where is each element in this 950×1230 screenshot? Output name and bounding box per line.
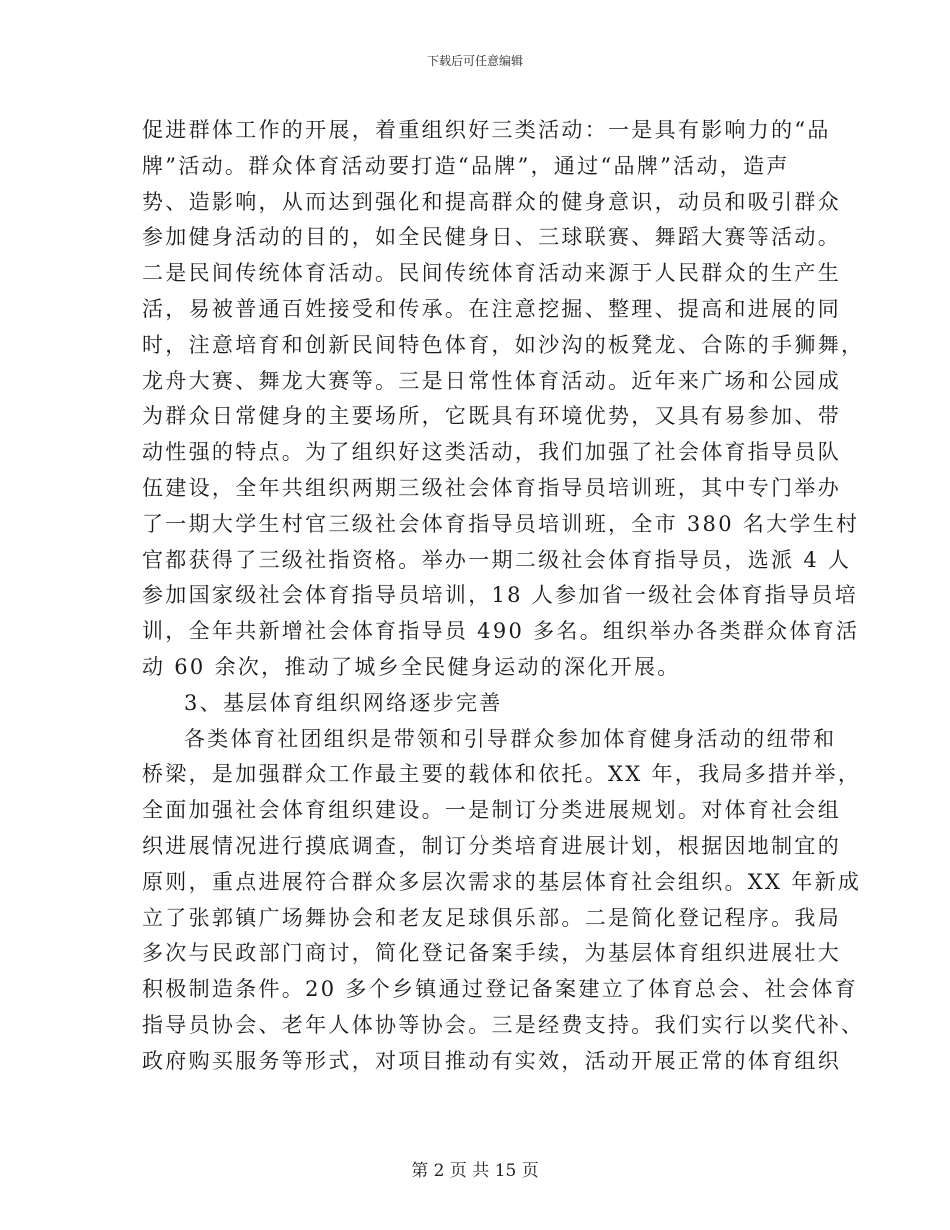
text-line: 积极制造条件。20 多个乡镇通过登记备案建立了体育总会、社会体育 [142,977,858,1002]
text-line: 多次与民政部门商讨，简化登记备案手续，为基层体育组织进展壮大 [142,941,841,966]
text-line: 官都获得了三级社指资格。举办一期二级社会体育指导员，选派 4 人 [142,547,852,572]
text-line: 动 60 余次，推动了城乡全民健身运动的深化开展。 [142,654,681,679]
text-line: 二是民间传统体育活动。民间传统体育活动来源于人民群众的生产生 [142,261,841,286]
text-line: 参加健身活动的目的，如全民健身日、三球联赛、舞蹈大赛等活动。 [142,225,841,250]
text-line: 政府购买服务等形式，对项目推动有实效，活动开展正常的体育组织 [142,1048,841,1073]
text-line: 了一期大学生村官三级社会体育指导员培训班，全市 380 名大学生村 [142,511,860,536]
text-line: 训，全年共新增社会体育指导员 490 多名。组织举办各类群众体育活 [142,619,860,644]
text-line: 龙舟大赛、舞龙大赛等。三是日常性体育活动。近年来广场和公园成 [142,368,841,393]
text-line: 各类体育社团组织是带领和引导群众参加体育健身活动的纽带和 [184,726,837,751]
text-line: 时，注意培育和创新民间特色体育，如沙沟的板凳龙、合陈的手狮舞， [142,332,865,357]
page-header: 下载后可任意编辑 [426,54,523,68]
page-footer: 第 2 页 共 15 页 [411,1161,539,1181]
text-line: 织进展情况进行摸底调查，制订分类培育进展计划，根据因地制宜的 [142,833,841,858]
text-line: 桥梁，是加强群众工作最主要的载体和依托。XX 年，我局多措并举， [142,762,862,787]
text-line: 活，易被普通百姓接受和传承。在注意挖掘、整理、提高和进展的同 [142,296,841,321]
text-line: 势、造影响，从而达到强化和提高群众的健身意识，动员和吸引群众 [142,189,841,214]
document-body [142,113,865,1080]
text-line: 参加国家级社会体育指导员培训，18 人参加省一级社会体育指导员培 [142,583,858,608]
text-line: 牌”活动。群众体育活动要打造“品牌”，通过“品牌”活动，造声 [142,153,790,178]
text-line: 立了张郭镇广场舞协会和老友足球俱乐部。二是简化登记程序。我局 [142,905,841,930]
text-line: 为群众日常健身的主要场所，它既具有环境优势，又具有易参加、带 [142,404,841,429]
text-line: 原则，重点进展符合群众多层次需求的基层体育社会组织。XX 年新成 [142,869,862,894]
text-line: 动性强的特点。为了组织好这类活动，我们加强了社会体育指导员队 [142,440,841,465]
text-line: 促进群体工作的开展，着重组织好三类活动：一是具有影响力的“品 [142,118,831,142]
text-line: 全面加强社会体育组织建设。一是制订分类进展规划。对体育社会组 [142,798,841,823]
text-line: 指导员协会、老年人体协等协会。三是经费支持。我们实行以奖代补、 [142,1012,865,1037]
text-line: 伍建设，全年共组织两期三级社会体育指导员培训班，其中专门举办 [142,475,841,500]
text-line: 3、基层体育组织网络逐步完善 [184,690,503,715]
